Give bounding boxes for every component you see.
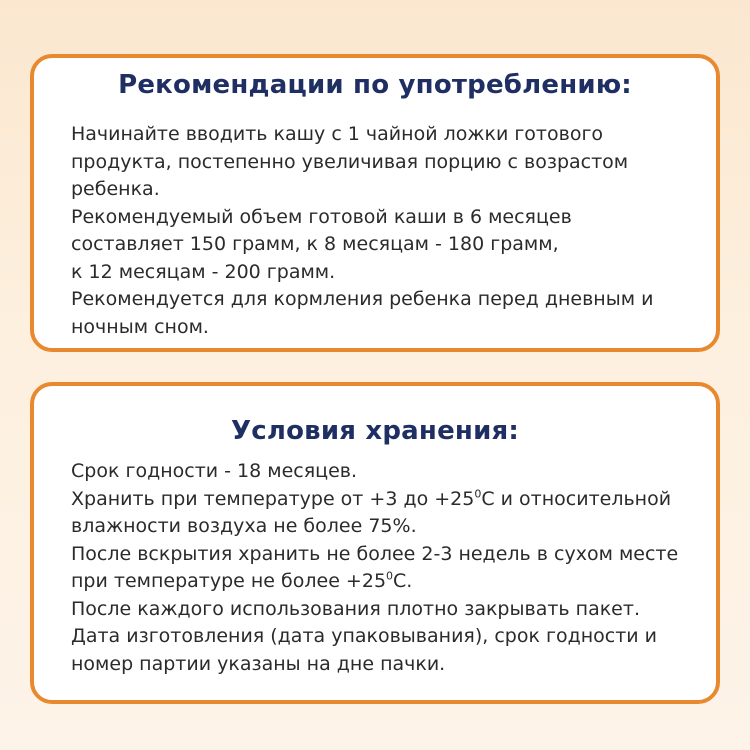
temperature-line bbox=[71, 486, 696, 514]
date-info-line: Дата изготовления (дата упаковывания), срок годности и bbox=[71, 625, 658, 647]
degree-mark: 0 bbox=[386, 569, 394, 583]
storage-conditions-title: Условия хранения: bbox=[231, 416, 519, 446]
after-opening-temp-line bbox=[71, 568, 696, 596]
storage-conditions-card bbox=[30, 382, 720, 704]
after-opening-line: После вскрытия хранить не более 2-3 недель в сухом месте bbox=[71, 542, 679, 565]
humidity-line: влажности воздуха не более 75%. bbox=[71, 515, 417, 537]
shelf-life-line: Срок годности - 18 месяцев. bbox=[71, 460, 358, 482]
after-opening-temp-text-cont: С. bbox=[393, 570, 413, 592]
temperature-text-cont: С и относительной bbox=[481, 487, 672, 510]
usage-line: Рекомендуемый объем готовой каши в 6 месяцев bbox=[71, 205, 572, 228]
temperature-text: Хранить при температуре от +3 до +25 bbox=[71, 487, 475, 510]
degree-mark: 0 bbox=[474, 487, 482, 501]
usage-recommendations-card bbox=[30, 54, 720, 352]
usage-line: ребенка. bbox=[71, 178, 160, 200]
usage-line: Рекомендуется для кормления ребенка перед дневным и bbox=[71, 288, 654, 310]
usage-recommendations-text bbox=[71, 121, 696, 341]
usage-line: продукта, постепенно увеличивая порцию с возрастом bbox=[71, 150, 629, 173]
usage-line: к 12 месяцам - 200 грамм. bbox=[71, 260, 336, 283]
close-package-line: После каждого использования плотно закрывать пакет. bbox=[71, 597, 640, 620]
usage-line: ночным сном. bbox=[71, 315, 209, 338]
usage-line: Начинайте вводить кашу с 1 чайной ложки готового bbox=[71, 123, 604, 145]
usage-recommendations-title: Рекомендации по употреблению: bbox=[118, 70, 632, 100]
after-opening-temp-text: при температуре не более +25 bbox=[71, 570, 387, 592]
usage-line: составляет 150 грамм, к 8 месяцам - 180 грамм, bbox=[71, 233, 559, 255]
date-info-line: номер партии указаны на дне пачки. bbox=[71, 652, 446, 675]
storage-conditions-text bbox=[71, 458, 696, 678]
